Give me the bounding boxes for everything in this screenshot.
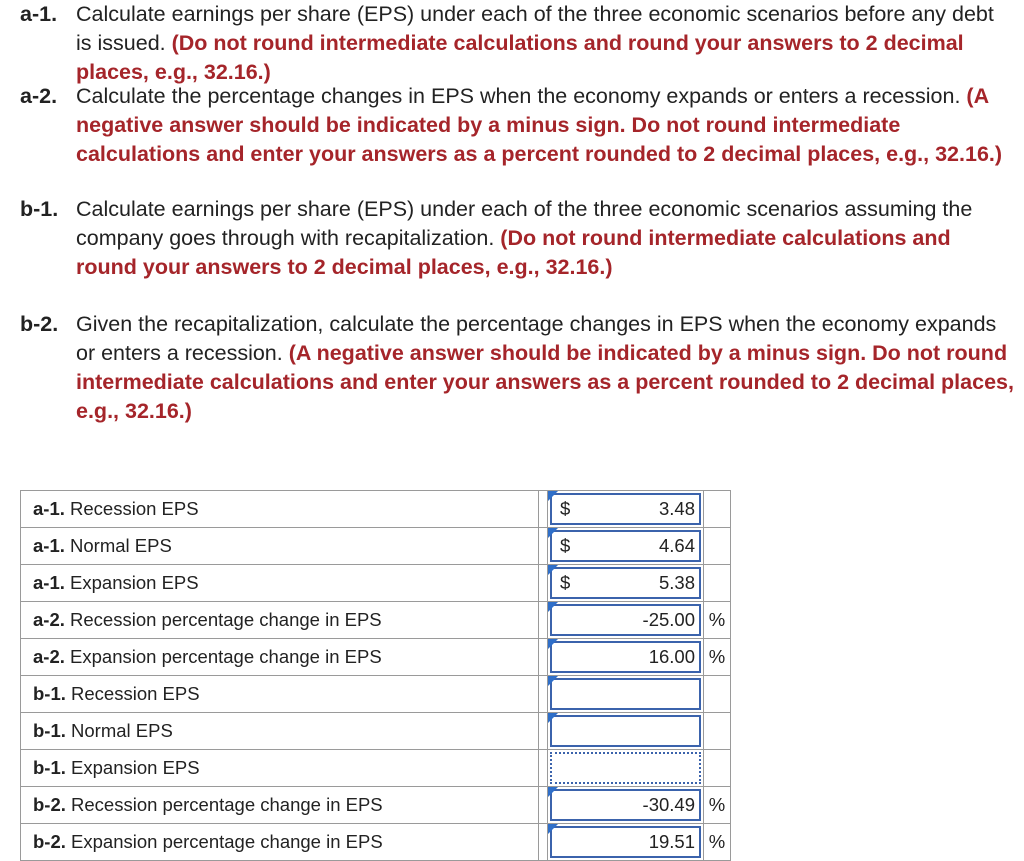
answer-row xyxy=(21,602,731,639)
answer-value: -30.49 xyxy=(642,794,695,815)
row-part: a-1. xyxy=(33,498,65,519)
unit-cell: % xyxy=(704,824,731,861)
unit-cell xyxy=(704,565,731,602)
answer-value: 4.64 xyxy=(658,535,695,556)
spacer xyxy=(539,491,548,528)
flag-icon xyxy=(548,639,558,649)
row-label xyxy=(21,528,539,565)
answer-cell[interactable] xyxy=(548,528,704,565)
row-label xyxy=(21,713,539,750)
flag-icon xyxy=(548,676,558,686)
spacer xyxy=(539,676,548,713)
flag-icon xyxy=(548,602,558,612)
row-part: a-2. xyxy=(33,646,65,667)
row-part: b-1. xyxy=(33,757,66,778)
answer-row xyxy=(21,528,731,565)
unit-cell: % xyxy=(704,639,731,676)
row-part: b-2. xyxy=(33,831,66,852)
question-instruction: (Do not round intermediate calculations and round your answers to 2 decimal places, e.g., 32.16.) xyxy=(76,31,964,84)
unit-cell xyxy=(704,528,731,565)
unit-cell xyxy=(704,676,731,713)
question-instruction: (A negative answer should be indicated by a minus sign. Do not round intermediate calculations and enter your answers as a percent rounded to 2 decimal places, e.g., 32.16.) xyxy=(76,341,1014,423)
answer-value: 16.00 xyxy=(648,646,695,667)
spacer xyxy=(539,602,548,639)
spacer xyxy=(539,750,548,787)
question-tag: b-2. xyxy=(20,312,59,336)
spacer xyxy=(539,528,548,565)
row-label xyxy=(21,491,539,528)
answer-cell[interactable] xyxy=(548,565,704,602)
unit-cell xyxy=(704,491,731,528)
unit-cell: % xyxy=(704,602,731,639)
answer-table xyxy=(20,490,731,861)
question-text: Given the recapitalization, calculate the percentage changes in EPS when the economy expands or enters a recession. xyxy=(76,312,997,365)
row-label xyxy=(21,565,539,602)
spacer xyxy=(539,787,548,824)
row-part: a-2. xyxy=(33,609,65,630)
answer-cell[interactable] xyxy=(548,750,704,787)
answer-value: 3.48 xyxy=(658,498,695,519)
answer-cell[interactable] xyxy=(548,787,704,824)
flag-icon xyxy=(548,824,558,834)
row-label xyxy=(21,750,539,787)
flag-icon xyxy=(548,787,558,797)
question-b-1 xyxy=(20,195,1015,282)
spacer xyxy=(539,565,548,602)
answer-row xyxy=(21,491,731,528)
row-part: b-1. xyxy=(33,720,66,741)
answer-cell[interactable] xyxy=(548,713,704,750)
flag-icon xyxy=(548,491,558,501)
spacer xyxy=(539,824,548,861)
row-label-text: Expansion EPS xyxy=(70,572,199,593)
answer-row xyxy=(21,713,731,750)
spacer xyxy=(539,639,548,676)
flag-icon xyxy=(548,713,558,723)
unit-cell xyxy=(704,713,731,750)
question-text: Calculate earnings per share (EPS) under each of the three economic scenarios before any debt is issued. xyxy=(76,2,994,55)
answer-row xyxy=(21,565,731,602)
answer-input[interactable] xyxy=(550,715,701,747)
row-part: b-1. xyxy=(33,683,66,704)
answer-value: 19.51 xyxy=(648,831,695,852)
row-label xyxy=(21,787,539,824)
currency-symbol: $ xyxy=(560,572,571,593)
answer-value: -25.00 xyxy=(642,609,695,630)
row-label-text: Recession EPS xyxy=(70,498,199,519)
flag-icon xyxy=(548,528,558,538)
answer-row xyxy=(21,639,731,676)
answer-cell[interactable] xyxy=(548,602,704,639)
row-label-text: Expansion EPS xyxy=(71,757,200,778)
currency-symbol: $ xyxy=(560,535,571,556)
answer-row xyxy=(21,750,731,787)
row-label-text: Recession EPS xyxy=(71,683,200,704)
question-instruction: (Do not round intermediate calculations and round your answers to 2 decimal places, e.g., 32.16.) xyxy=(76,226,951,279)
answer-input[interactable] xyxy=(550,678,701,710)
answer-value: 5.38 xyxy=(658,572,695,593)
answer-cell[interactable] xyxy=(548,639,704,676)
row-label-text: Expansion percentage change in EPS xyxy=(71,831,383,852)
row-label-text: Normal EPS xyxy=(70,535,172,556)
answer-cell[interactable] xyxy=(548,676,704,713)
row-label xyxy=(21,676,539,713)
row-part: a-1. xyxy=(33,535,65,556)
row-label xyxy=(21,602,539,639)
currency-symbol: $ xyxy=(560,498,571,519)
row-label xyxy=(21,639,539,676)
question-tag: b-1. xyxy=(20,197,59,221)
answer-row xyxy=(21,824,731,861)
question-text: Calculate earnings per share (EPS) under each of the three economic scenarios assuming the company goes through with recapitalization. xyxy=(76,197,973,250)
row-label-text: Normal EPS xyxy=(71,720,173,741)
answer-row xyxy=(21,787,731,824)
unit-cell: % xyxy=(704,787,731,824)
question-a-2 xyxy=(20,82,1015,169)
question-b-2 xyxy=(20,310,1015,426)
answer-input[interactable] xyxy=(550,752,701,784)
answer-cell[interactable] xyxy=(548,491,704,528)
question-instruction: (A negative answer should be indicated by a minus sign. Do not round intermediate calculations and enter your answers as a percent rounded to 2 decimal places, e.g., 32.16.) xyxy=(76,84,1003,166)
row-part: a-1. xyxy=(33,572,65,593)
spacer xyxy=(539,713,548,750)
row-label-text: Expansion percentage change in EPS xyxy=(70,646,382,667)
flag-icon xyxy=(548,565,558,575)
unit-cell xyxy=(704,750,731,787)
question-tag: a-2. xyxy=(20,84,58,108)
question-tag: a-1. xyxy=(20,2,58,26)
question-text: Calculate the percentage changes in EPS when the economy expands or enters a recession. xyxy=(76,84,961,108)
answer-cell[interactable] xyxy=(548,824,704,861)
row-label-text: Recession percentage change in EPS xyxy=(70,609,382,630)
row-label xyxy=(21,824,539,861)
row-label-text: Recession percentage change in EPS xyxy=(71,794,383,815)
answer-row xyxy=(21,676,731,713)
question-a-1 xyxy=(20,0,1015,87)
row-part: b-2. xyxy=(33,794,66,815)
